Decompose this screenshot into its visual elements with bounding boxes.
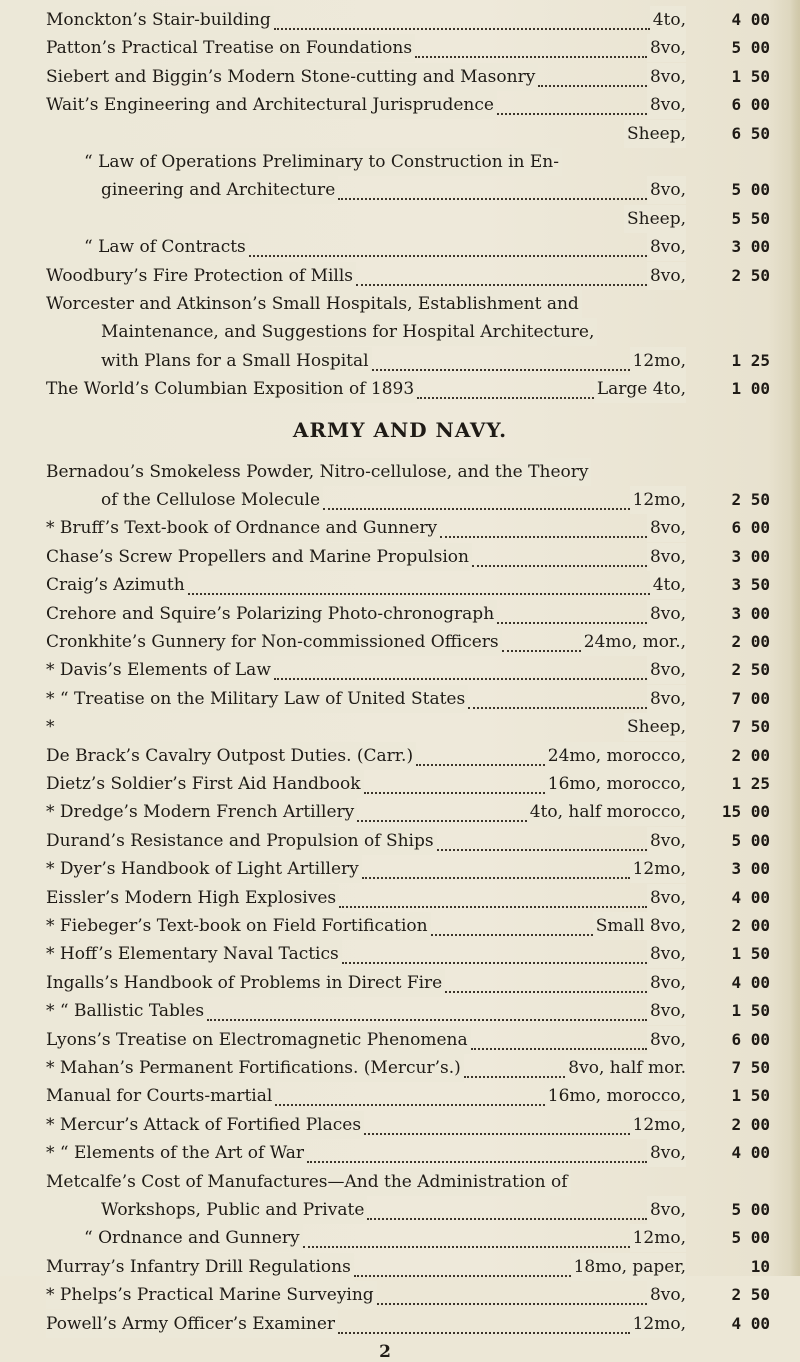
catalog-entry-line	[0, 290, 800, 318]
book-title: Ingalls’s Handbook of Problems in Direct Fire	[46, 969, 445, 997]
book-format: 8vo,	[647, 1026, 686, 1054]
book-price: 4 00	[731, 10, 770, 29]
book-format: 12mo,	[630, 1310, 686, 1338]
book-format: 8vo,	[647, 514, 686, 542]
catalog-entry-line	[0, 176, 800, 204]
book-title: Wait’s Engineering and Architectural Jurisprudence	[46, 91, 497, 119]
book-title: Worcester and Atkinson’s Small Hospitals, Establishment and	[46, 290, 582, 318]
book-title: * Mahan’s Permanent Fortifications. (Mercur’s.)	[46, 1054, 464, 1082]
book-title: “ Law of Contracts	[84, 233, 249, 261]
catalog-entry-line	[0, 458, 800, 486]
dot-leader	[274, 25, 650, 30]
catalog-entry-line	[0, 997, 800, 1025]
book-format: 8vo,	[647, 997, 686, 1025]
book-format: 8vo,	[647, 1281, 686, 1309]
dot-leader	[364, 789, 545, 794]
catalog-entry-line	[0, 233, 800, 261]
catalog-entry-line	[0, 262, 800, 290]
catalog-entry-line	[0, 1082, 800, 1110]
catalog-entry-line	[0, 120, 800, 148]
dot-leader	[338, 195, 647, 200]
catalog-entry-line	[0, 912, 800, 940]
catalog-entry-line	[0, 347, 800, 375]
book-price: 2 00	[731, 745, 770, 765]
book-title: Monckton’s Stair-building	[46, 6, 274, 34]
book-format: 8vo,	[647, 543, 686, 571]
book-format: 12mo,	[630, 347, 686, 375]
book-format: 12mo,	[630, 855, 686, 883]
book-title: Powell’s Army Officer’s Examiner	[46, 1310, 338, 1338]
book-title: * “ Treatise on the Military Law of United States	[46, 685, 468, 713]
book-format: 8vo,	[647, 969, 686, 997]
dot-leader	[415, 53, 647, 58]
catalog-entry-line	[0, 742, 800, 770]
dot-leader	[417, 394, 594, 399]
book-price: 4 00	[731, 1143, 770, 1163]
dot-leader	[416, 761, 545, 766]
dot-leader	[538, 82, 647, 87]
book-format: 8vo,	[647, 940, 686, 968]
book-price: 5 00	[731, 38, 770, 58]
dot-leader	[502, 647, 581, 652]
page-number: 2	[379, 1342, 391, 1362]
book-title: gineering and Architecture	[101, 176, 338, 204]
book-format: Large 4to,	[594, 375, 686, 403]
catalog-entry-line	[0, 91, 800, 119]
catalog-entry-line	[0, 855, 800, 883]
book-format: 18mo, paper,	[571, 1253, 686, 1281]
book-title: * “ Ballistic Tables	[46, 997, 207, 1025]
book-price: 4 00	[731, 1313, 770, 1333]
catalog-entry-line	[0, 685, 800, 713]
book-price: 1 50	[731, 1086, 770, 1106]
book-format: 8vo,	[647, 1139, 686, 1167]
book-price: 2 50	[731, 265, 770, 285]
book-format: 12mo,	[630, 1111, 686, 1139]
book-format: 8vo,	[647, 176, 686, 204]
book-price: 5 00	[731, 830, 770, 850]
catalog-entry-line	[0, 543, 800, 571]
dot-leader	[437, 846, 647, 851]
book-price: 2 00	[731, 632, 770, 651]
book-format: 12mo,	[630, 1224, 686, 1252]
catalog-entry-line	[0, 713, 800, 741]
book-price: 3 00	[731, 603, 770, 623]
catalog-entry-line	[0, 1111, 800, 1139]
book-format: Small 8vo,	[593, 912, 686, 940]
dot-leader	[468, 704, 647, 709]
catalog-entry-line	[0, 514, 800, 542]
catalog-entry-line	[0, 628, 800, 656]
book-format: 8vo,	[647, 63, 686, 91]
book-price: 6 00	[731, 95, 770, 115]
dot-leader	[497, 619, 647, 624]
dot-leader	[357, 817, 527, 822]
book-price: 6 50	[731, 123, 770, 143]
book-format: 8vo,	[647, 233, 686, 261]
book-price: 7 00	[731, 688, 770, 708]
dot-leader	[354, 1272, 571, 1277]
catalog-entry-line	[0, 1310, 800, 1338]
book-title: Eissler’s Modern High Explosives	[46, 884, 339, 912]
book-format: Sheep,	[624, 120, 686, 148]
catalog-entry-line	[0, 827, 800, 855]
book-title: Murray’s Infantry Drill Regulations	[46, 1253, 354, 1281]
book-title: Patton’s Practical Treatise on Foundations	[46, 34, 415, 62]
book-price: 1 50	[731, 944, 770, 964]
book-format: Sheep,	[624, 713, 686, 741]
dot-leader	[367, 1215, 647, 1220]
catalog-entry-line	[0, 6, 800, 34]
book-title: * Dyer’s Handbook of Light Artillery	[46, 855, 362, 883]
book-format: 12mo,	[630, 486, 686, 514]
book-price: 4 00	[731, 887, 770, 907]
book-format: 8vo,	[647, 600, 686, 628]
book-title: *	[46, 713, 58, 741]
book-title: * Davis’s Elements of Law	[46, 656, 274, 684]
dot-leader	[275, 1101, 545, 1106]
book-title: * Hoff’s Elementary Naval Tactics	[46, 940, 342, 968]
dot-leader	[249, 252, 647, 257]
book-title: with Plans for a Small Hospital	[101, 347, 372, 375]
section-heading: ARMY AND NAVY.	[292, 417, 508, 442]
book-title: “ Ordnance and Gunnery	[84, 1224, 303, 1252]
book-title: Cronkhite’s Gunnery for Non-commissioned Officers	[46, 628, 502, 656]
book-price: 3 00	[731, 859, 770, 879]
book-format: 8vo,	[647, 262, 686, 290]
book-price: 1 50	[731, 66, 770, 86]
book-title: * Mercur’s Attack of Fortified Places	[46, 1111, 364, 1139]
dot-leader	[207, 1016, 647, 1021]
book-title: The World’s Columbian Exposition of 1893	[46, 375, 417, 403]
book-title: * Dredge’s Modern French Artillery	[46, 798, 357, 826]
book-format: 8vo,	[647, 884, 686, 912]
catalog-entry-line	[0, 798, 800, 826]
book-title: Durand’s Resistance and Propulsion of Ships	[46, 827, 437, 855]
catalog-entry-line	[0, 205, 800, 233]
book-format: 4to, half morocco,	[527, 798, 686, 826]
catalog-entry-line	[0, 34, 800, 62]
dot-leader	[377, 1300, 647, 1305]
book-price: 6 00	[731, 1029, 770, 1049]
book-price: 7 50	[731, 1058, 770, 1077]
dot-leader	[188, 590, 650, 595]
book-price: 1 50	[731, 1001, 770, 1021]
dot-leader	[274, 675, 647, 680]
catalog-entry-line	[0, 600, 800, 628]
book-price: 1 25	[731, 774, 770, 793]
book-price: 3 00	[731, 237, 770, 257]
book-format: 8vo,	[647, 34, 686, 62]
book-format: 8vo,	[647, 827, 686, 855]
catalog-entry-line	[0, 148, 800, 176]
book-price: 2 00	[731, 1114, 770, 1134]
catalog-entry-line	[0, 1139, 800, 1167]
book-price: 5 00	[731, 180, 770, 200]
book-price: 1 25	[731, 350, 770, 370]
book-title: Woodbury’s Fire Protection of Mills	[46, 262, 356, 290]
book-price: 2 00	[731, 916, 770, 935]
book-price: 4 00	[731, 972, 770, 992]
book-price: 15 00	[721, 802, 770, 822]
book-price: 2 50	[731, 660, 770, 680]
book-title: Bernadou’s Smokeless Powder, Nitro-cellulose, and the Theory	[46, 458, 591, 486]
dot-leader	[364, 1130, 630, 1135]
book-title: of the Cellulose Molecule	[101, 486, 323, 514]
book-price: 2 50	[731, 490, 770, 509]
catalog-entry-line	[0, 656, 800, 684]
catalog-entry-line	[0, 1196, 800, 1224]
dot-leader	[471, 1045, 647, 1050]
book-price: 6 00	[731, 518, 770, 538]
catalog-entry-line	[0, 1054, 800, 1082]
book-title: * Bruff’s Text-book of Ordnance and Gunnery	[46, 514, 440, 542]
book-title: Metcalfe’s Cost of Manufactures—And the Administration of	[46, 1168, 571, 1196]
book-title: Maintenance, and Suggestions for Hospital Architecture,	[101, 318, 597, 346]
book-title: Chase’s Screw Propellers and Marine Propulsion	[46, 543, 472, 571]
catalog-entry-line	[0, 1026, 800, 1054]
book-title: Dietz’s Soldier’s First Aid Handbook	[46, 770, 364, 798]
book-price: 3 50	[731, 575, 770, 595]
book-price: 2 50	[731, 1285, 770, 1305]
dot-leader	[472, 562, 647, 567]
dot-leader	[440, 533, 647, 538]
dot-leader	[338, 1329, 630, 1334]
book-title: * “ Elements of the Art of War	[46, 1139, 307, 1167]
dot-leader	[362, 874, 630, 879]
book-title: * Phelps’s Practical Marine Surveying	[46, 1281, 377, 1309]
book-format: 4to,	[650, 6, 686, 34]
book-format: 8vo,	[647, 685, 686, 713]
dot-leader	[356, 281, 647, 286]
dot-leader	[342, 959, 647, 964]
book-title: Siebert and Biggin’s Modern Stone-cutting and Masonry	[46, 63, 538, 91]
book-title: De Brack’s Cavalry Outpost Duties. (Carr.)	[46, 742, 416, 770]
book-format: 16mo, morocco,	[545, 1082, 686, 1110]
book-format: 4to,	[650, 571, 686, 599]
dot-leader	[339, 903, 647, 908]
book-price: 5 00	[731, 1200, 770, 1219]
book-title: Manual for Courts-martial	[46, 1082, 275, 1110]
dot-leader	[464, 1073, 565, 1078]
book-title: Craig’s Azimuth	[46, 571, 188, 599]
catalog-entry-line	[0, 1253, 800, 1281]
book-title: * Fiebeger’s Text-book on Field Fortification	[46, 912, 431, 940]
book-price: 5 00	[731, 1228, 770, 1248]
page-edge-shadow	[790, 0, 800, 1276]
book-title: Crehore and Squire’s Polarizing Photo-chronograph	[46, 600, 497, 628]
dot-leader	[372, 366, 630, 371]
catalog-entry-line	[0, 770, 800, 798]
catalog-entry-line	[0, 969, 800, 997]
dot-leader	[323, 505, 630, 510]
book-price: 10	[750, 1256, 770, 1276]
dot-leader	[431, 931, 593, 936]
book-price: 5 50	[731, 208, 770, 228]
book-price: 7 50	[731, 717, 770, 737]
dot-leader	[497, 110, 647, 115]
catalog-entry-line	[0, 375, 800, 403]
book-format: 8vo,	[647, 1196, 686, 1224]
book-price: 1 00	[731, 379, 770, 399]
book-format: 24mo, morocco,	[545, 742, 686, 770]
book-format: 8vo,	[647, 656, 686, 684]
catalog-entry-line	[0, 1168, 800, 1196]
book-format: 8vo,	[647, 91, 686, 119]
catalog-entry-line	[0, 63, 800, 91]
book-format: 16mo, morocco,	[545, 770, 686, 798]
catalog-entry-line	[0, 1224, 800, 1252]
catalog-entry-line	[0, 884, 800, 912]
catalog-entry-line	[0, 1281, 800, 1309]
book-format: 8vo, half mor.	[565, 1054, 686, 1082]
dot-leader	[307, 1158, 647, 1163]
dot-leader	[303, 1243, 630, 1248]
book-format: Sheep,	[624, 205, 686, 233]
book-title: Workshops, Public and Private	[101, 1196, 367, 1224]
book-title: Lyons’s Treatise on Electromagnetic Phenomena	[46, 1026, 471, 1054]
catalog-entry-line	[0, 318, 800, 346]
catalog-entry-line	[0, 486, 800, 514]
book-format: 24mo, mor.,	[581, 628, 686, 656]
catalog-entry-line	[0, 940, 800, 968]
book-price: 3 00	[731, 546, 770, 566]
catalog-entry-line	[0, 571, 800, 599]
dot-leader	[445, 988, 647, 993]
book-title: “ Law of Operations Preliminary to Construction in En-	[84, 148, 562, 176]
